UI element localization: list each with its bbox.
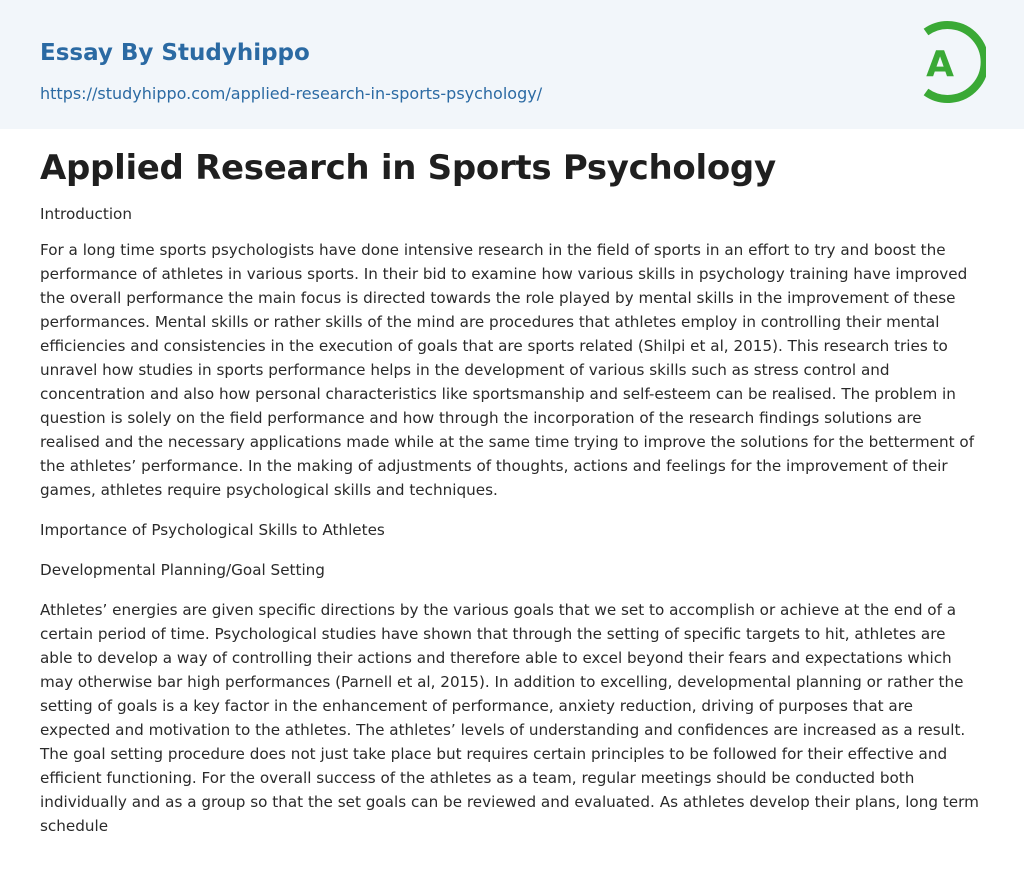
site-header (0, 0, 1024, 129)
studyhippo-logo-icon[interactable] (912, 18, 986, 106)
section-heading-introduction: Introduction (40, 205, 132, 223)
section-heading-goal-setting: Developmental Planning/Goal Setting (40, 561, 325, 579)
brand-title[interactable]: Essay By Studyhippo (40, 40, 310, 66)
article-url-link[interactable]: https://studyhippo.com/applied-research-in-sports-psychology/ (40, 84, 543, 103)
logo-letter: A (926, 44, 954, 85)
article-body (40, 144, 980, 854)
section-heading-importance: Importance of Psychological Skills to Athletes (40, 521, 385, 539)
article-title: Applied Research in Sports Psychology (40, 148, 776, 188)
paragraph-introduction: For a long time sports psychologists have done intensive research in the field of sports in an effort to try and boost the performance of athletes in various sports. In their bid to examine how various skills in psychology training have improved the overall performance the main focus is directed towards the role played by mental skills in the improvement of these performances. Mental skills or rather skills of the mind are procedures that athletes employ in controlling their mental efficiencies and consistencies in the execution of goals that are sports related (Shilpi et al, 2015). This research tries to unravel how studies in sports performance helps in the development of various skills such as stress control and concentration and also how personal characteristics like sportsmanship and self-esteem can be realised. The problem in question is solely on the field performance and how through the incorporation of the research findings solutions are realised and the necessary applications made while at the same time trying to improve the solutions for the betterment of the athletes’ performance. In the making of adjustments of thoughts, actions and feelings for the improvement of their games, athletes require psychological skills and techniques. (40, 241, 975, 499)
paragraph-goal-setting: Athletes’ energies are given specific directions by the various goals that we set to accomplish or achieve at the end of a certain period of time. Psychological studies have shown that through the setting of specific targets to hit, athletes are able to develop a way of controlling their actions and therefore able to excel beyond their fears and expectations which may otherwise bar high performances (Parnell et al, 2015). In addition to excelling, developmental planning or rather the setting of goals is a key factor in the enhancement of performance, anxiety reduction, driving of purposes that are expected and motivation to the athletes. The athletes’ levels of understanding and confidences are increased as a result. The goal setting procedure does not just take place but requires certain principles to be followed for their effective and efficient functioning. For the overall success of the athletes as a team, regular meetings should be conducted both individually and as a group so that the set goals can be reviewed and evaluated. As athletes develop their plans, long term schedule (40, 601, 979, 835)
